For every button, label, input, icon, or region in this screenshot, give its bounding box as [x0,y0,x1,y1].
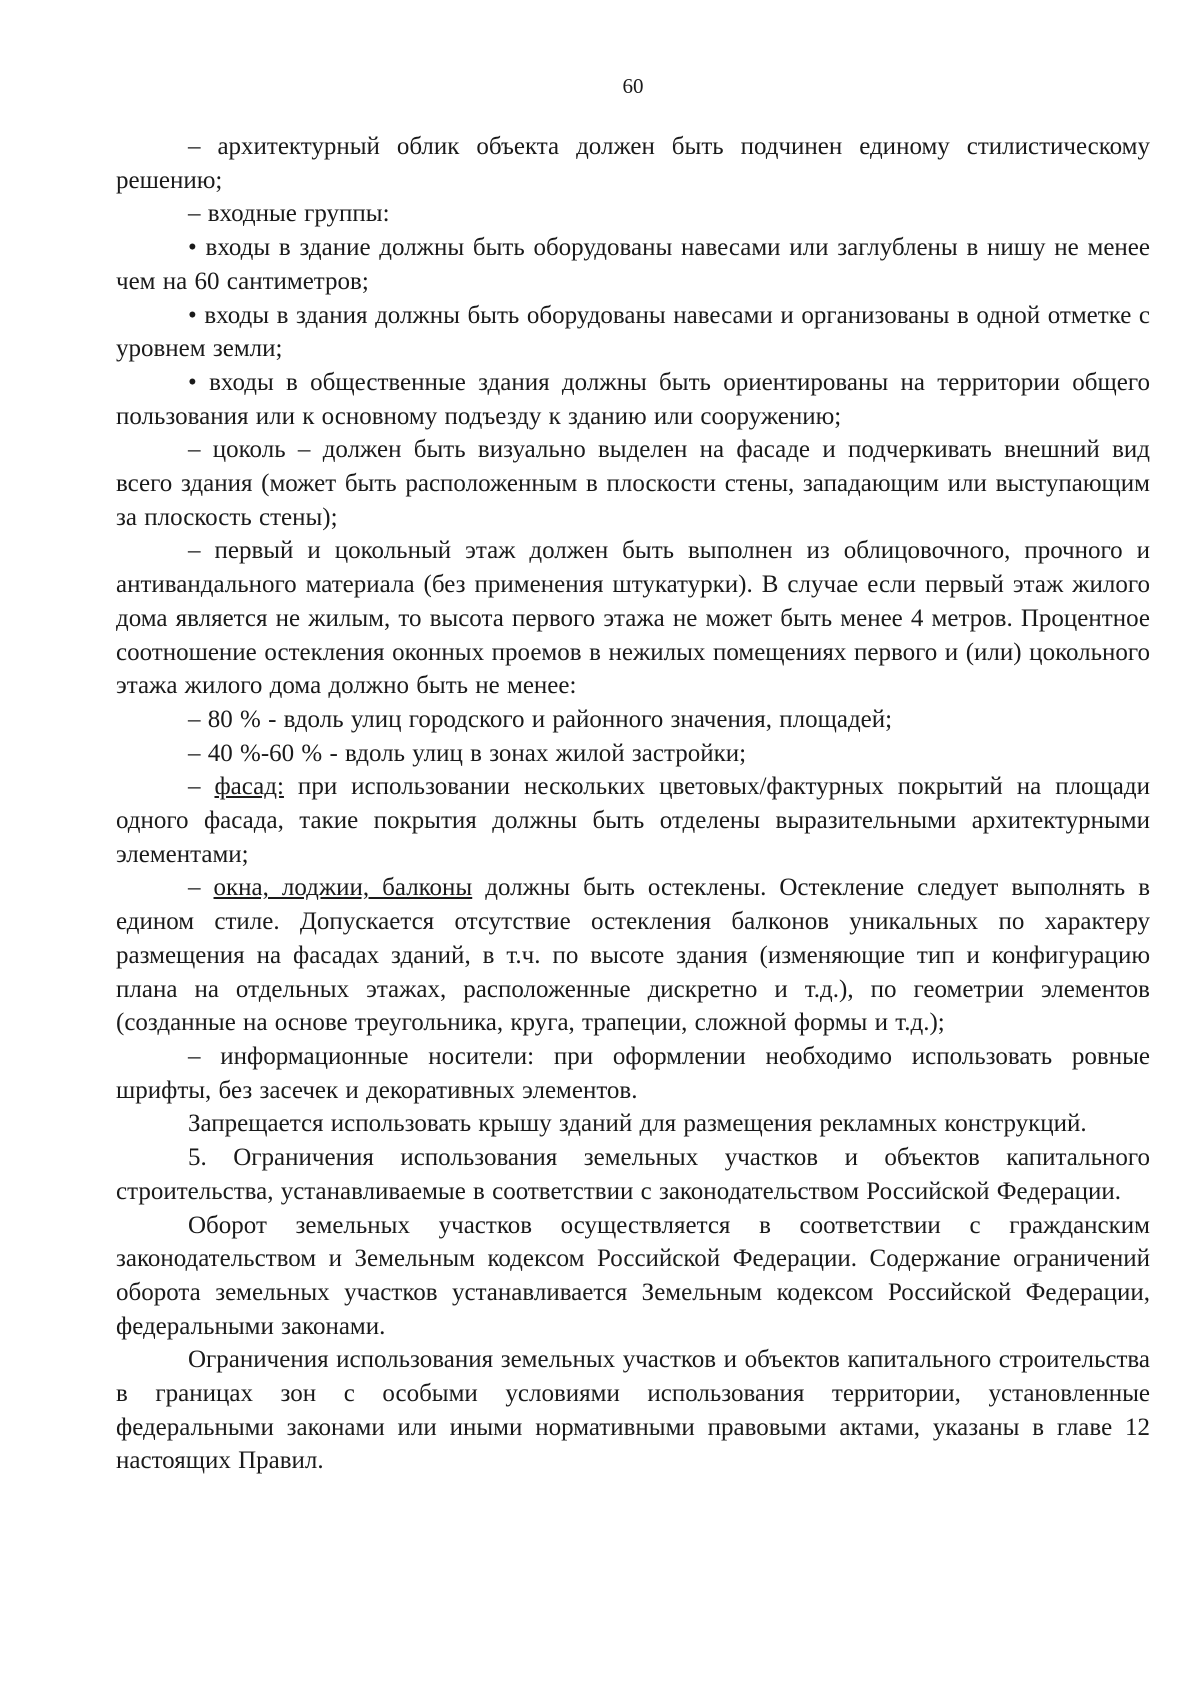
dash-prefix: – [188,874,214,902]
bullet-text: входы в здание должны быть оборудованы навесами или заглублены в нишу не менее чем на 60 сантиметров; [116,234,1150,295]
paragraph-facade [116,770,1150,871]
paragraph-plinth: – цоколь – должен быть визуально выделен на фасаде и подчеркивать внешний вид всего здания (может быть расположенным в плоскости стены, западающим или выступающим за плоскость стены); [116,436,1150,531]
bullet-icon: • [188,234,197,262]
underlined-term-windows: окна, лоджии, балконы [213,874,473,902]
paragraph-roof-advertising: Запрещается использовать крышу зданий для размещения рекламных конструкций. [188,1110,1087,1138]
underlined-term-facade: фасад: [214,773,284,801]
paragraph-entrance-groups: – входные группы: [188,200,390,228]
paragraph-text: должны быть остеклены. Остекление следует выполнять в едином стиле. Допускается отсутствие остекления балконов уникальных по характеру размещения на фасадах зданий, в т.ч. по высоте здания (изменяющие тип и конфигурацию плана на отдельных этажах, расположенные дискретно и т.д.), по геометрии элементов (созданные на основе треугольника, круга, трапеции, сложной формы и т.д.); [116,874,1150,1037]
bullet-icon: • [188,368,197,396]
paragraph-section-5-heading: 5. Ограничения использования земельных участков и объектов капитального строительства, устанавливаемые в соответствии с законодательством Российской Федерации. [116,1144,1150,1205]
paragraph-architectural-style: – архитектурный облик объекта должен быть подчинен единому стилистическому решению; [116,133,1150,194]
bullet-icon: • [188,301,197,329]
paragraph-first-floor: – первый и цокольный этаж должен быть выполнен из облицовочного, прочного и антивандального материала (без применения штукатурки). В случае если первый этаж жилого дома является не жилым, то высота первого этажа не может быть менее 4 метров. Процентное соотношение остекления оконных проемов в нежилых помещениях первого и (или) цокольного этажа жилого дома должно быть не менее: [116,537,1150,700]
paragraph-information-carriers: – информационные носители: при оформлении необходимо использовать ровные шрифты, без засечек и декоративных элементов. [116,1042,1150,1104]
paragraph-land-turnover: Оборот земельных участков осуществляется в соответствии с гражданским законодательством и Земельным кодексом Российской Федерации. Содержание ограничений оборота земельных участков устанавливается Земельным кодексом Российской Федерации, федеральными законами. [116,1211,1150,1340]
page-number: 60 [622,74,644,98]
bullet-item-entrance-canopy [116,231,1150,298]
paragraph-special-zones: Ограничения использования земельных участков и объектов капитального строительства в границах зон с особыми условиями использования территории, установленные федеральными законами или иными нормативными правовыми актами, указаны в главе 12 настоящих Правил. [116,1346,1150,1475]
bullet-text: входы в здания должны быть оборудованы навесами и организованы в одной отметке с уровнем земли; [116,301,1150,363]
paragraph-glazing-80: – 80 % - вдоль улиц городского и районного значения, площадей; [188,705,893,733]
paragraph-glazing-40-60: – 40 %-60 % - вдоль улиц в зонах жилой застройки; [188,739,747,767]
paragraph-windows-balconies [116,871,1150,1040]
bullet-item-public-building-entrance [116,366,1150,433]
bullet-text: входы в общественные здания должны быть ориентированы на территории общего пользования или к основному подъезду к зданию или сооружению; [116,368,1151,430]
body-text [116,130,1150,1478]
dash-prefix: – [188,773,215,801]
paragraph-text: при использовании нескольких цветовых/фактурных покрытий на площади одного фасада, такие покрытия должны быть отделены выразительными архитектурными элементами; [116,773,1150,868]
bullet-item-entrance-ground-level [116,299,1150,366]
